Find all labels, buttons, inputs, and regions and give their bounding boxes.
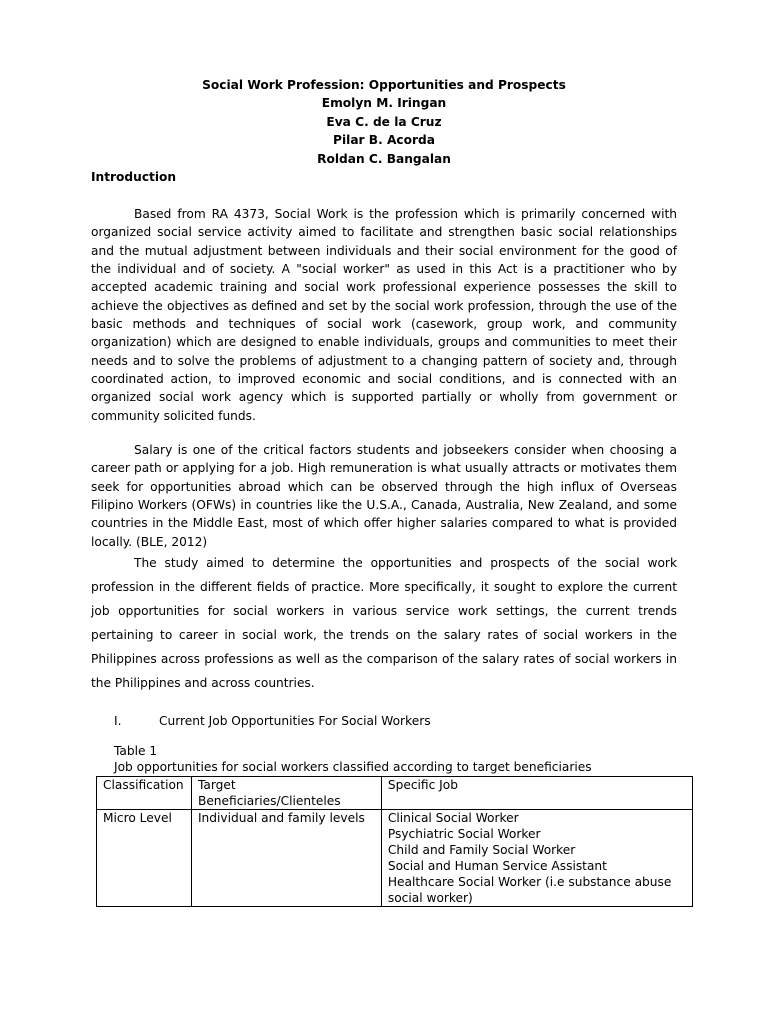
section-number: I. [114, 714, 122, 728]
intro-paragraph-study-aim: The study aimed to determine the opportunities and prospects of the social work profession in the different fields of practice. More specifically, it sought to explore the current job opportunities for social workers in various service work settings, the current trends pertaining to career in social work, the trends on the salary rates of social workers in the Philippines across professions as well as the comparison of the salary rates of social workers in the Philippines and across countries. [91, 556, 677, 691]
job-item: Psychiatric Social Worker [387, 827, 541, 841]
introduction-heading: Introduction [91, 170, 177, 184]
table-row [97, 810, 693, 907]
table-caption: Job opportunities for social workers classified according to target beneficiaries [114, 760, 592, 774]
section-title: Current Job Opportunities For Social Workers [159, 714, 431, 728]
job-item: Healthcare Social Worker (i.e substance abuse social worker) [387, 875, 672, 905]
job-item: Clinical Social Worker [387, 811, 519, 825]
author-name: Eva C. de la Cruz [326, 115, 442, 129]
header-target-beneficiaries: Target Beneficiaries/Clienteles [191, 777, 381, 810]
cell-classification: Micro Level [97, 810, 192, 907]
author-name: Pilar B. Acorda [333, 133, 435, 147]
intro-paragraph-definition: Based from RA 4373, Social Work is the profession which is primarily concerned with organized social service activity aimed to facilitate and strengthen basic social relationships and the mutual adjustment between individuals and their social environment for the good of the individual and of society. A "social worker" as used in this Act is a practitioner who by accepted academic training and social work professional experience possesses the skill to achieve the objectives as defined and set by the social work profession, through the use of the basic methods and techniques of social work (casework, group work, and community organization) which are designed to enable individuals, groups and communities to meet their needs and to solve the problems of adjustment to a changing pattern of society and, through coordinated action, to improved economic and social conditions, and is connected with an organized social work agency which is supported partially or wholly from government or community solicited funds. [91, 207, 677, 423]
cell-specific-jobs [381, 810, 692, 907]
job-opportunities-table [96, 776, 693, 907]
author-name: Roldan C. Bangalan [317, 152, 451, 166]
author-name: Emolyn M. Iringan [321, 96, 447, 110]
table-header-row [97, 777, 693, 810]
job-item: Social and Human Service Assistant [387, 859, 607, 873]
document-title: Social Work Profession: Opportunities and Prospects [202, 78, 566, 92]
intro-paragraph-salary: Salary is one of the critical factors students and jobseekers consider when choosing a career path or applying for a job. High remuneration is what usually attracts or motivates them seek for opportunities abroad which can be observed through the high influx of Overseas Filipino Workers (OFWs) in countries like the U.S.A., Canada, Australia, New Zealand, and some countries in the Middle East, most of which offer higher salaries compared to what is provided locally. (BLE, 2012) [91, 443, 677, 549]
job-item: Child and Family Social Worker [387, 843, 576, 857]
cell-target: Individual and family levels [191, 810, 381, 907]
header-specific-job: Specific Job [381, 777, 692, 810]
table-label: Table 1 [114, 744, 158, 758]
header-classification: Classification [97, 777, 192, 810]
